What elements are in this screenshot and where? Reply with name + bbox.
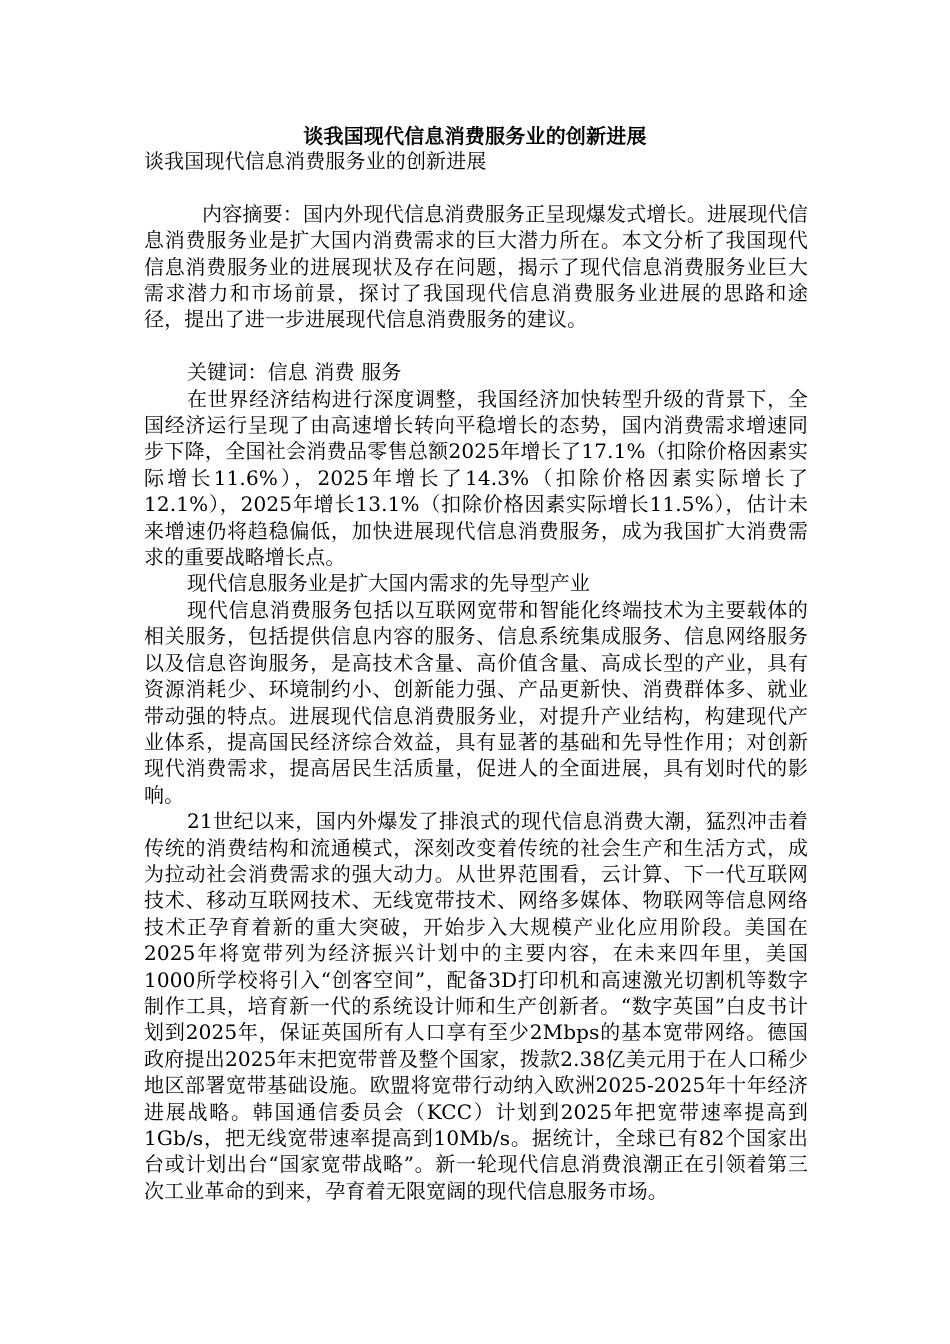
blank-line: [144, 333, 808, 359]
body-paragraph: 在世界经济结构进行深度调整，我国经济加快转型升级的背景下，全国经济运行呈现了由高速增长转向平稳增长的态势，国内消费需求增速同步下降，全国社会消费品零售总额2025年增长了17.1%（扣除价格因素实际增长11.6%），2025年增长了14.3%（扣除价格因素实际增长了12.1%），2025年增长13.1%（扣除价格因素实际增长11.5%），估计未来增速仍将趋稳偏低，加快进展现代信息消费服务，成为我国扩大消费需求的重要战略增长点。: [144, 386, 808, 570]
body-paragraph: 现代信息消费服务包括以互联网宽带和智能化终端技术为主要载体的相关服务，包括提供信息内容的服务、信息系统集成服务、信息网络服务以及信息咨询服务，是高技术含量、高价值含量、高成长型的产业，具有资源消耗少、环境制约小、创新能力强、产品更新快、消费群体多、就业带动强的特点。进展现代信息消费服务业，对提升产业结构，构建现代产业体系，提高国民经济综合效益，具有显著的基础和先导性作用；对创新现代消费需求，提高居民生活质量，促进人的全面进展，具有划时代的影响。: [144, 597, 808, 807]
keywords-line: 关键词：信息 消费 服务: [187, 360, 402, 385]
document-subtitle: 谈我国现代信息消费服务业的创新进展: [144, 149, 487, 173]
document-body: [144, 148, 808, 1204]
document-title: 谈我国现代信息消费服务业的创新进展: [303, 124, 647, 148]
section-heading: 现代信息服务业是扩大国内需求的先导型产业: [187, 571, 590, 596]
body-paragraph: 21世纪以来，国内外爆发了排浪式的现代信息消费大潮，猛烈冲击着传统的消费结构和流通模式，深刻改变着传统的社会生产和生活方式，成为拉动社会消费需求的强大动力。从世界范围看，云计算、下一代互联网技术、移动互联网技术、无线宽带技术、网络多媒体、物联网等信息网络技术正孕育着新的重大突破，开始步入大规模产业化应用阶段。美国在2025年将宽带列为经济振兴计划中的主要内容，在未来四年里，美国1000所学校将引入“创客空间”，配备3D打印机和高速激光切割机等数字制作工具，培育新一代的系统设计师和生产创新者。“数字英国”白皮书计划到2025年，保证英国所有人口享有至少2Mbps的基本宽带网络。德国政府提出2025年末把宽带普及整个国家，拨款2.38亿美元用于在人口稀少地区部署宽带基础设施。欧盟将宽带行动纳入欧洲2025-2025年十年经济进展战略。韩国通信委员会（KCC）计划到2025年把宽带速率提高到1Gb/s，把无线宽带速率提高到10Mb/s。据统计，全球已有82个国家出台或计划出台“国家宽带战略”。新一轮现代信息消费浪潮正在引领着第三次工业革命的到来，孕育着无限宽阔的现代信息服务市场。: [144, 809, 808, 1203]
blank-line: [144, 174, 808, 200]
abstract-paragraph: 内容摘要：国内外现代信息消费服务正呈现爆发式增长。进展现代信息消费服务业是扩大国内消费需求的巨大潜力所在。本文分析了我国现代信息消费服务业的进展现状及存在问题，揭示了现代信息消费服务业巨大需求潜力和市场前景，探讨了我国现代信息消费服务业进展的思路和途径，提出了进一步进展现代信息消费服务的建议。: [144, 201, 808, 332]
